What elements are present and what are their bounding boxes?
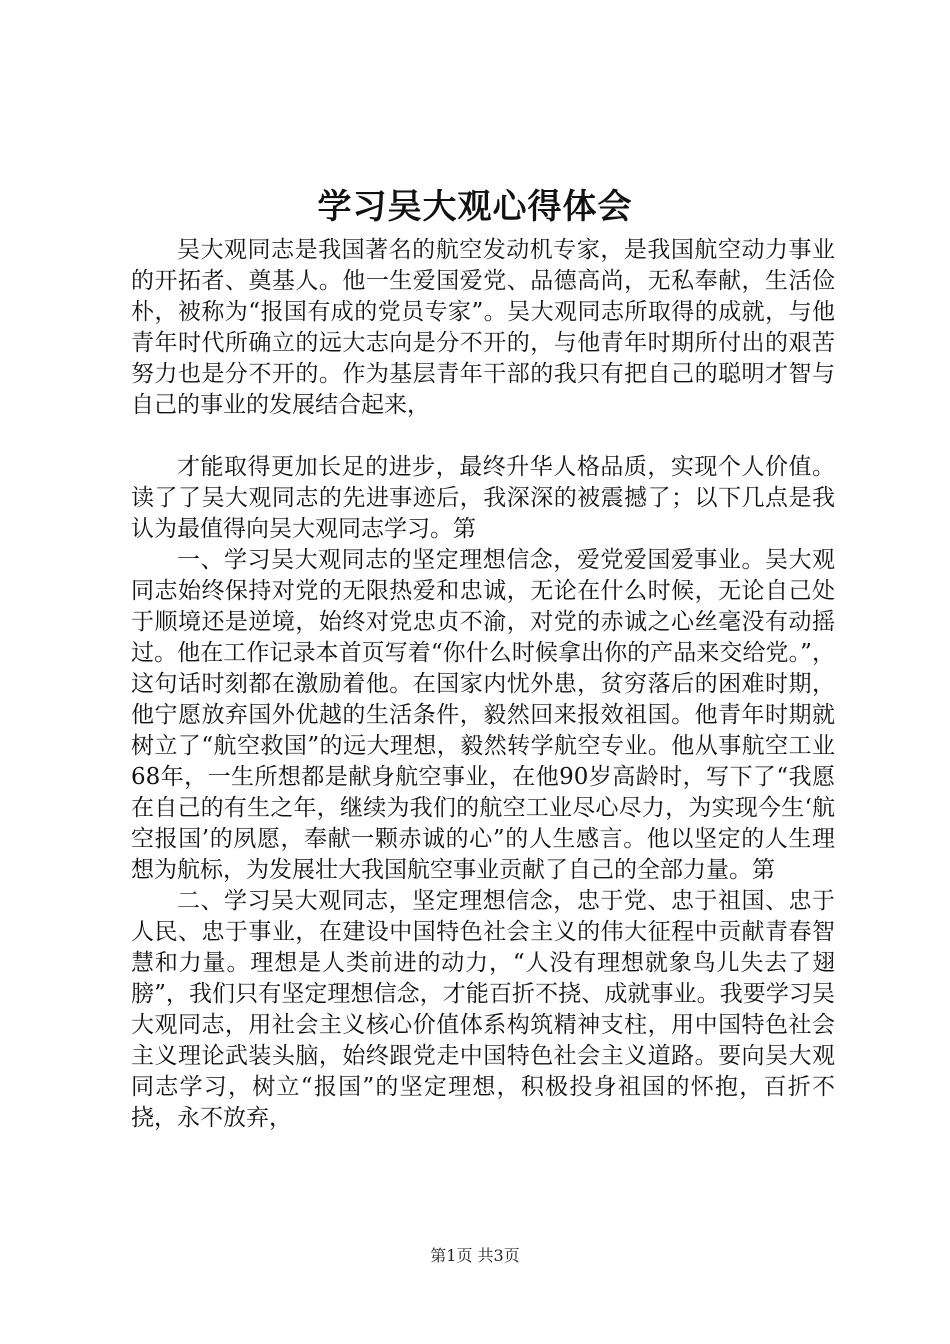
body-block-first — [131, 235, 835, 421]
paragraph-point-two: 二、学习吴大观同志，坚定理想信念，忠于党、忠于祖国、忠于人民、忠于事业，在建设中国特色社会主义的伟大征程中贡献青春智慧和力量。理想是人类前进的动力，“人没有理想就象鸟儿失去了翅膀”，我们只有坚定理想信念，才能百折不挠、成就事业。我要学习吴大观同志，用社会主义核心价值体系构筑精神支柱，用中国特色社会主义理论武装头脑，始终跟党走中国特色社会主义道路。要向吴大观同志学习，树立“报国”的坚定理想，积极投身祖国的怀抱，百折不挠，永不放弃， — [131, 888, 835, 1131]
body-block-second — [131, 452, 835, 1134]
paragraph-continuation: 才能取得更加长足的进步，最终升华人格品质，实现个人价值。读了了吴大观同志的先进事迹后，我深深的被震撼了；以下几点是我认为最值得向吴大观同志学习。第 — [131, 454, 835, 542]
document-title: 学习吴大观心得体会 — [317, 187, 633, 227]
paragraph-intro: 吴大观同志是我国著名的航空发动机专家，是我国航空动力事业的开拓者、奠基人。他一生爱国爱党、品德高尚，无私奉献，生活俭朴，被称为“报国有成的党员专家”。吴大观同志所取得的成就，与他青年时代所确立的远大志向是分不开的，与他青年时期所付出的艰苦努力也是分不开的。作为基层青年干部的我只有把自己的聪明才智与自己的事业的发展结合起来， — [131, 237, 835, 418]
paragraph-point-one: 一、学习吴大观同志的坚定理想信念，爱党爱国爱事业。吴大观同志始终保持对党的无限热爱和忠诚，无论在什么时候，无论自己处于顺境还是逆境，始终对党忠贞不渝，对党的赤诚之心丝毫没有动摇过。他在工作记录本首页写着“你什么时候拿出你的产品来交给党。”，这句话时刻都在激励着他。在国家内忧外患，贫穷落后的困难时期，他宁愿放弃国外优越的生活条件，毅然回来报效祖国。他青年时期就树立了“航空救国”的远大理想，毅然转学航空专业。他从事航空工业68年，一生所想都是献身航空事业，在他90岁高龄时，写下了“我愿在自己的有生之年，继续为我们的航空工业尽心尽力，为实现今生‘航空报国’的夙愿，奉献一颗赤诚的心”的人生感言。他以坚定的人生理想为航标，为发展壮大我国航空事业贡献了自己的全部力量。第 — [131, 547, 835, 883]
page-number-footer: 第1页 共3页 — [430, 1246, 520, 1265]
